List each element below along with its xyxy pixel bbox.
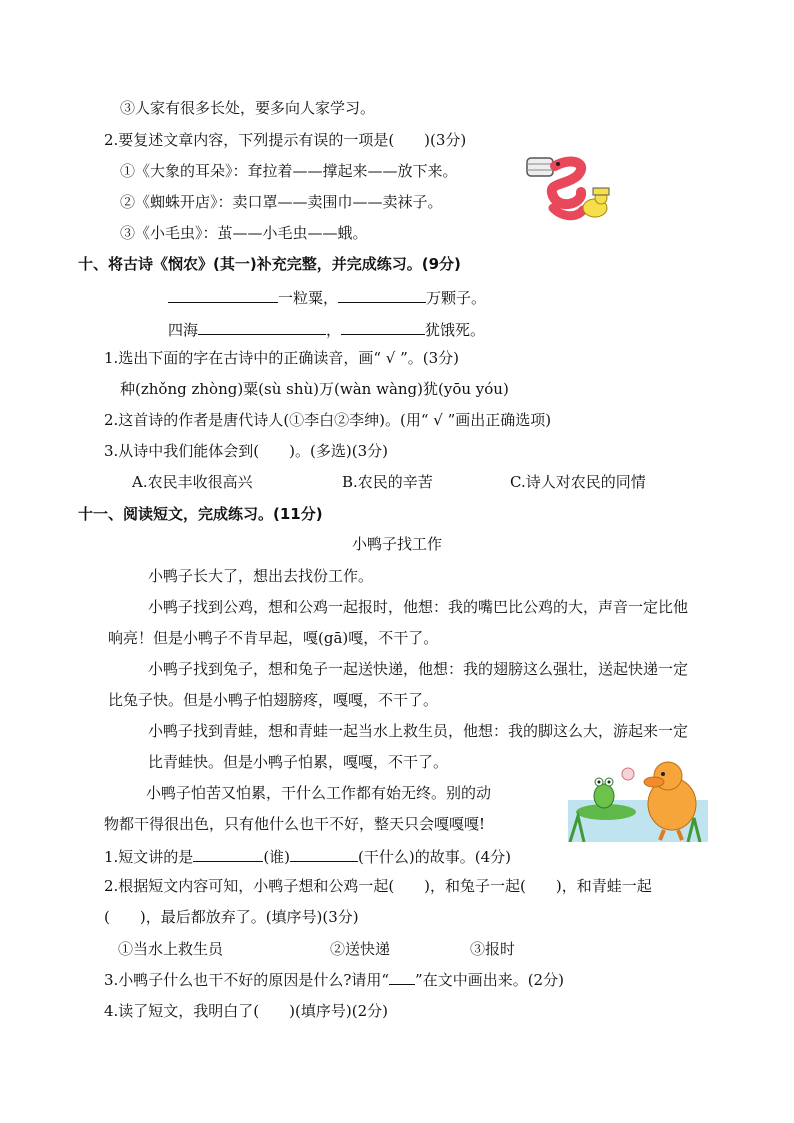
q11-question-2-line-1: 2.根据短文内容可知，小鸭子想和公鸡一起( )，和兔子一起( )，和青蛙一起	[104, 877, 652, 895]
story-paragraph-3-line-1: 小鸭子找到兔子，想和兔子一起送快递，他想：我的翅膀这么强壮，送起快递一定	[148, 660, 689, 678]
q10-pinyin-choices: 种(zhǒng zhòng)粟(sù shù)万(wàn wàng)犹(yōu yóu)	[120, 380, 509, 398]
q10-heading: 十、将古诗《悯农》(其一)补充完整，并完成练习。(9分)	[78, 255, 461, 273]
story-paragraph-1: 小鸭子长大了，想出去找份工作。	[148, 567, 374, 585]
underline-mark	[389, 970, 415, 985]
poem-blank[interactable]	[338, 286, 426, 303]
story-title: 小鸭子找工作	[351, 535, 442, 553]
q9-option-2: ②《蜘蛛开店》：卖口罩——卖围巾——卖袜子。	[120, 193, 443, 211]
q10-question-2: 2.这首诗的作者是唐代诗人(①李白②李绅)。(用“ √ ”画出正确选项)	[104, 411, 552, 429]
poem-blank[interactable]	[168, 286, 278, 303]
story-paragraph-3-line-2: 比兔子快。但是小鸭子怕翅膀疼，嘎嘎，不干了。	[108, 691, 439, 709]
story-paragraph-4-line-1: 小鸭子找到青蛙，想和青蛙一起当水上救生员，他想：我的脚这么大，游起来一定	[148, 722, 689, 740]
story-paragraph-2-line-1: 小鸭子找到公鸡，想和公鸡一起报时，他想：我的嘴巴比公鸡的大，声音一定比他	[148, 598, 689, 616]
q11-choice-1: ①当水上救生员	[118, 940, 224, 958]
q11-choice-3: ③报时	[470, 940, 516, 958]
q9-option-3: ③《小毛虫》：茧——小毛虫——蛾。	[120, 224, 368, 242]
q10-option-c: C.诗人对农民的同情	[510, 473, 646, 491]
poem-blank[interactable]	[341, 318, 425, 335]
poem-line-2: 四海 ， 犹饿死。	[168, 318, 485, 340]
q11-heading: 十一、阅读短文，完成练习。(11分)	[78, 505, 323, 523]
story-paragraph-5-line-1: 小鸭子怕苦又怕累，干什么工作都有始无终。别的动	[146, 784, 492, 802]
q11-question-4: 4.读了短文，我明白了( )(填序号)(2分)	[104, 1002, 388, 1020]
story-paragraph-5-line-2: 物都干得很出色，只有他什么也干不好，整天只会嘎嘎嘎!	[104, 815, 486, 833]
q10-option-a: A.农民丰收很高兴	[132, 473, 253, 491]
answer-blank-who[interactable]	[193, 845, 263, 862]
q11-question-2-line-2: ( )，最后都放弃了。(填序号)(3分)	[104, 908, 359, 926]
q10-option-b: B.农民的辛苦	[342, 473, 433, 491]
story-paragraph-2-line-2: 响亮！但是小鸭子不肯早起，嘎(gā)嘎，不干了。	[108, 629, 439, 647]
q11-question-3: 3.小鸭子什么也干不好的原因是什么?请用“ ”在文中画出来。(2分)	[104, 971, 564, 989]
answer-blank-what[interactable]	[290, 845, 358, 862]
q10-question-1: 1.选出下面的字在古诗中的正确读音，画“ √ ”。(3分)	[104, 349, 459, 367]
snake-illustration	[525, 152, 613, 224]
q9-option-1: ①《大象的耳朵》：耷拉着——撑起来——放下来。	[120, 162, 458, 180]
poem-blank[interactable]	[198, 318, 326, 335]
q10-question-3: 3.从诗中我们能体会到( )。(多选)(3分)	[104, 442, 388, 460]
q11-question-1: 1.短文讲的是 (谁) (干什么)的故事。(4分)	[104, 845, 511, 867]
q11-choice-2: ②送快递	[330, 940, 391, 958]
story-paragraph-4-line-2: 比青蛙快。但是小鸭子怕累，嘎嘎，不干了。	[148, 753, 449, 771]
q9-item-3: ③人家有很多长处，要多向人家学习。	[120, 99, 376, 117]
duck-frog-illustration	[568, 756, 708, 842]
q9-question-2: 2.要复述文章内容，下列提示有误的一项是( )(3分)	[104, 131, 467, 149]
poem-line-1: 一粒粟， 万颗子。	[168, 286, 486, 308]
